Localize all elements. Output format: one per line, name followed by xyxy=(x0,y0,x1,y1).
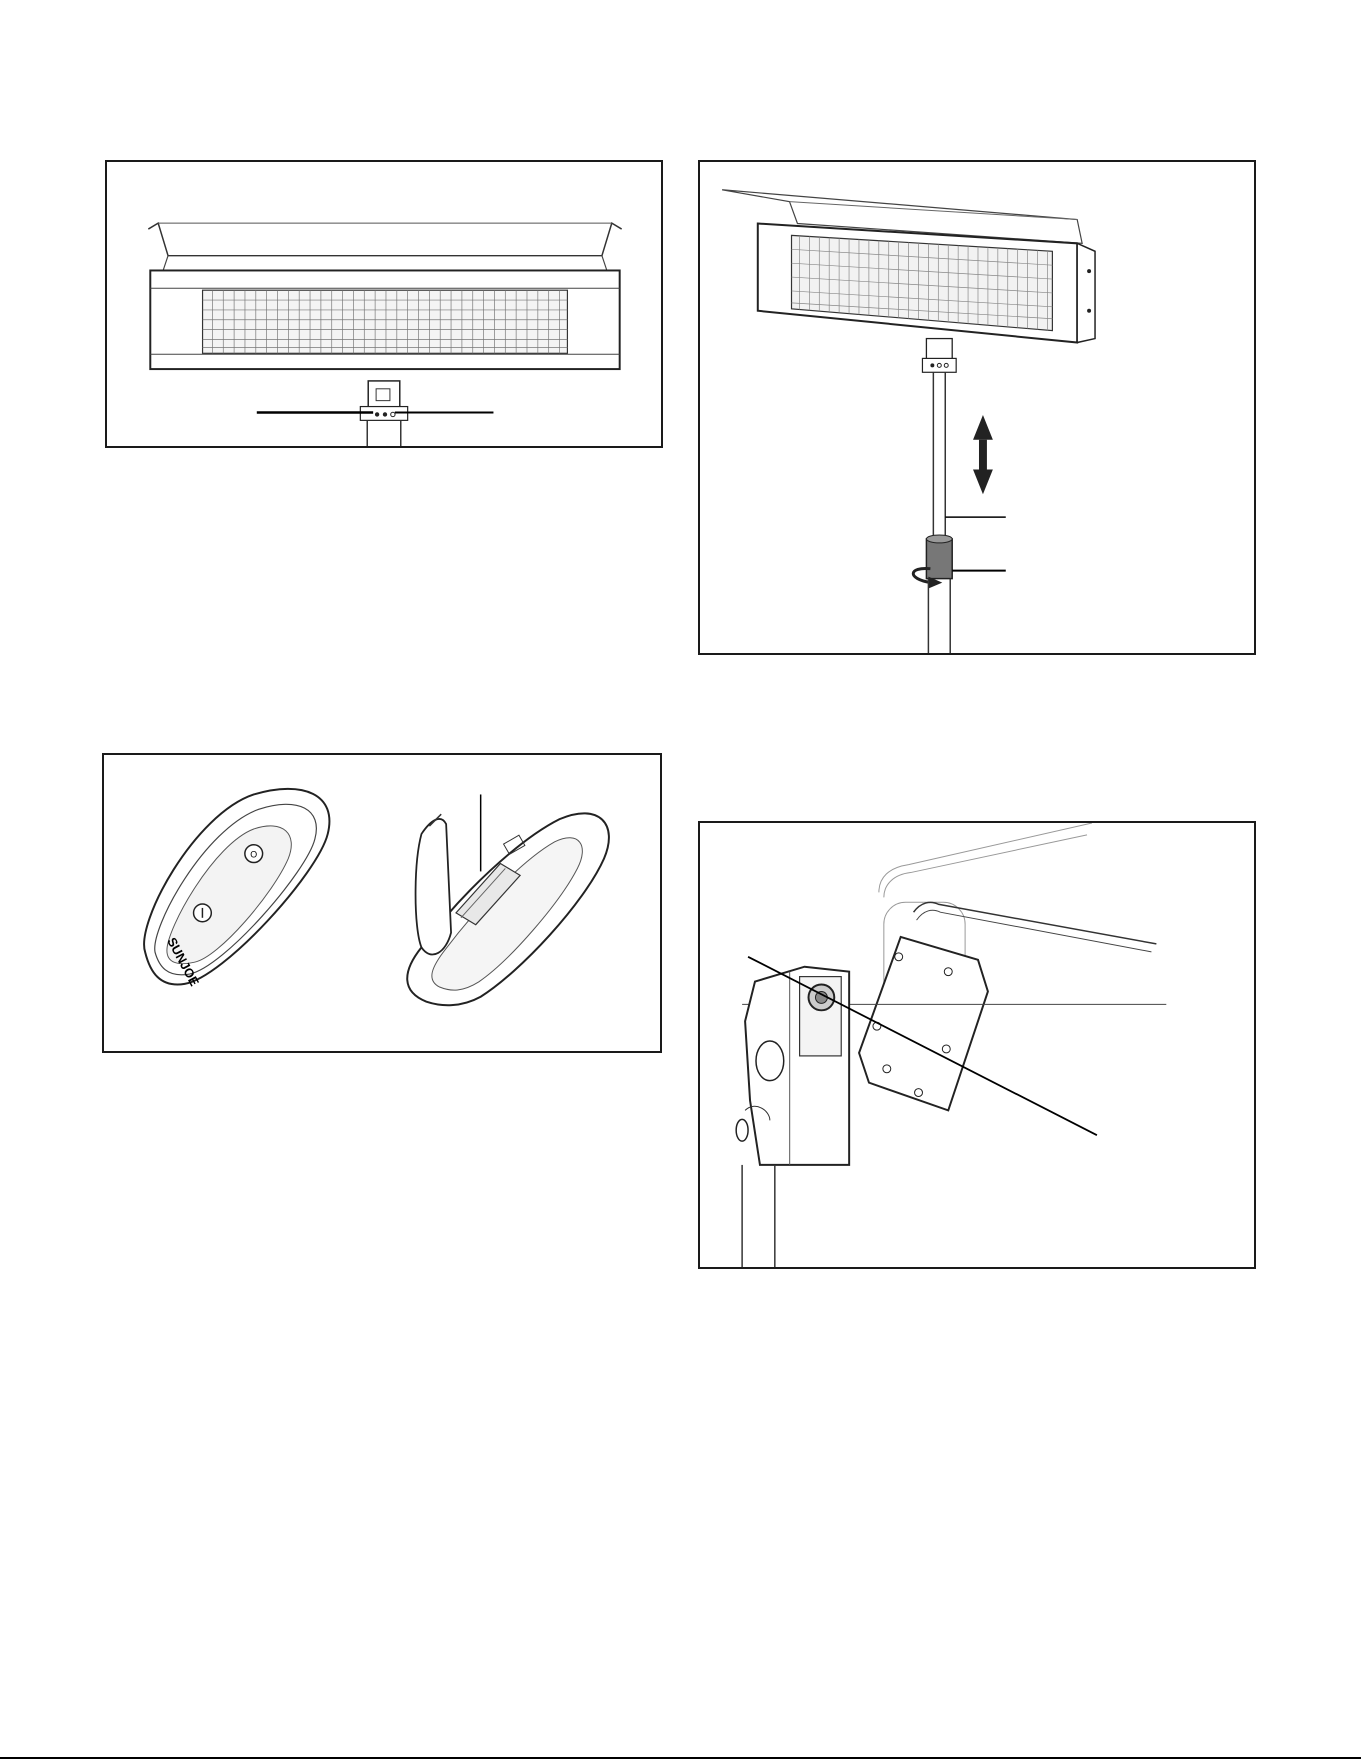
tilt-plate xyxy=(859,902,1156,1110)
remote-open xyxy=(407,794,609,1005)
figure-tilt xyxy=(698,821,1256,1269)
figure-heater-front xyxy=(105,160,663,448)
remote-illustration xyxy=(104,755,660,1051)
tilt-illustration xyxy=(700,823,1254,1267)
figure-remote xyxy=(102,753,662,1053)
heater-front-illustration xyxy=(107,162,661,446)
figure-height-adjust xyxy=(698,160,1256,655)
remote-brand-logo: SUNJOE xyxy=(164,934,203,989)
tilt-bracket xyxy=(736,967,849,1165)
svg-text:O: O xyxy=(250,849,258,860)
height-adjust-illustration xyxy=(700,162,1254,653)
page-bottom-rule xyxy=(0,1757,1361,1759)
